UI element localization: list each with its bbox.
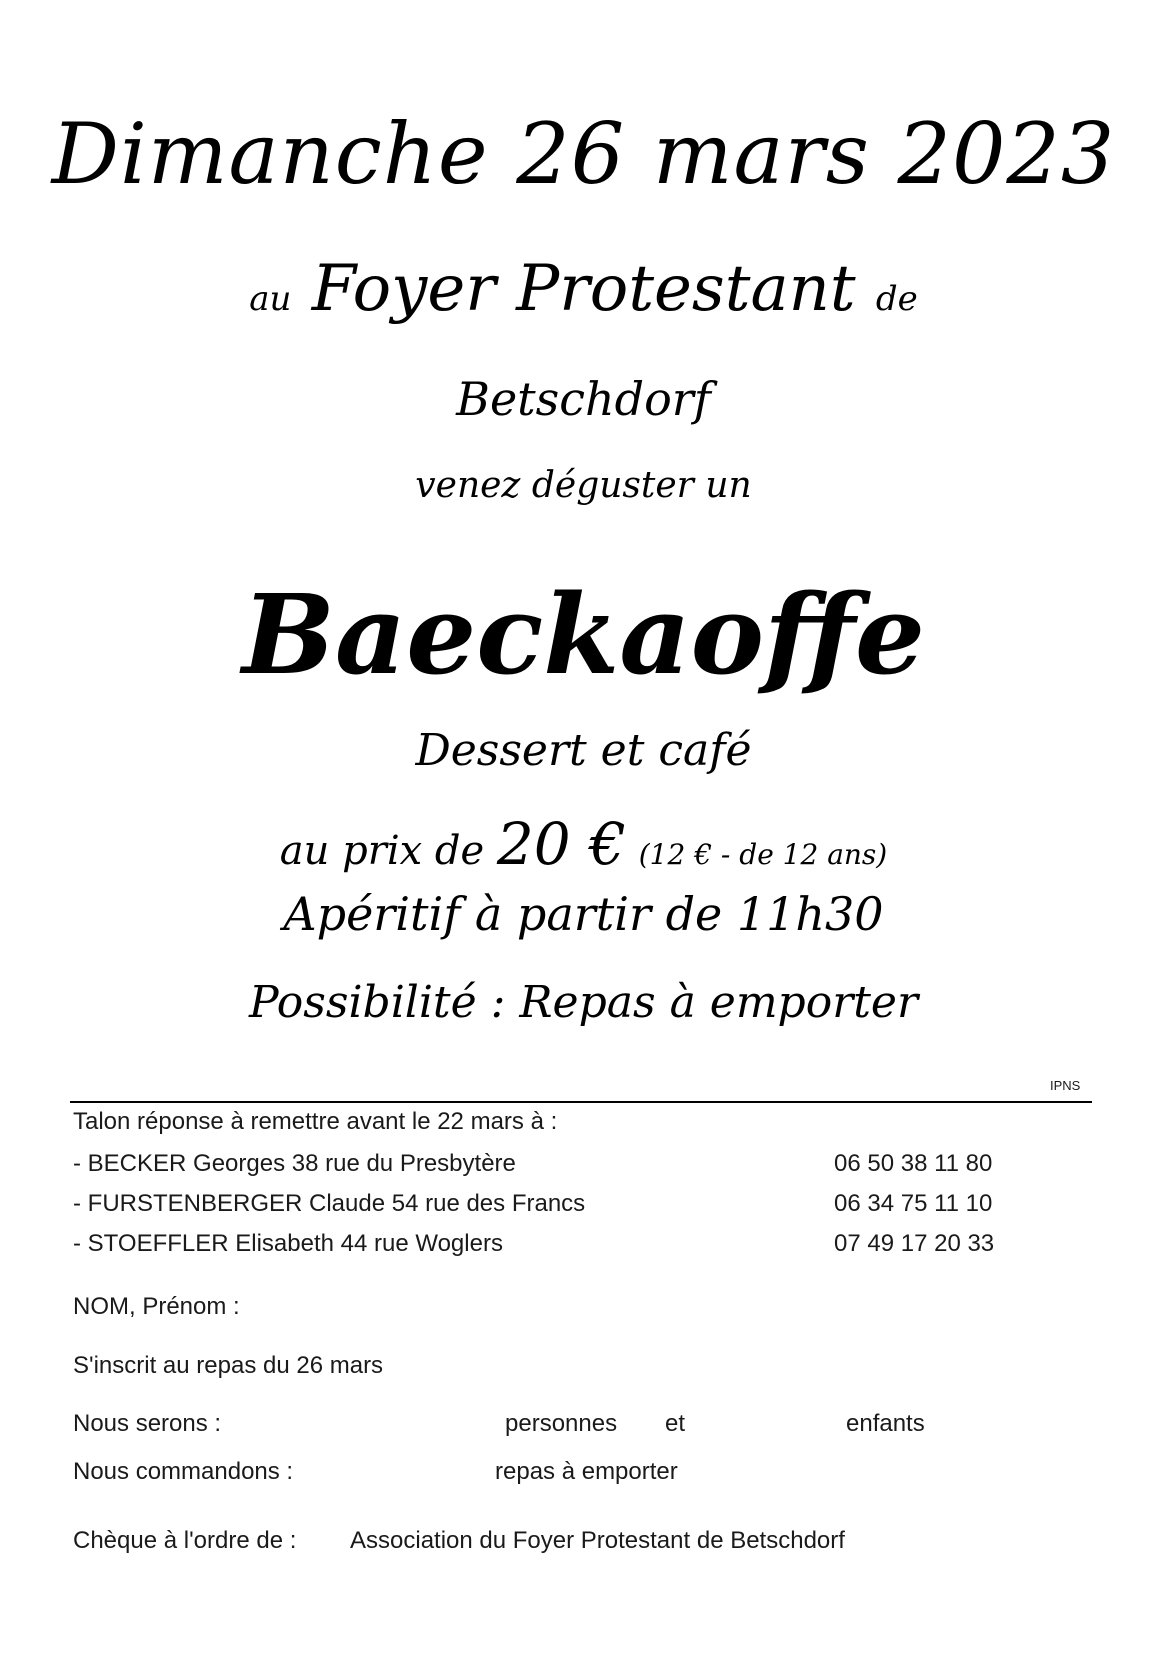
contact-name: - BECKER Georges 38 rue du Presbytère [73,1150,516,1177]
price-prefix: au prix de [279,828,485,874]
invite-text: venez déguster un [415,465,752,506]
persons-label: personnes [505,1410,618,1437]
venue-line [0,252,1167,326]
price-value: 20 € [496,810,627,878]
cheque-label: Chèque à l'ordre de : [73,1527,297,1554]
aperitif-time: Apéritif à partir de 11h30 [283,887,884,941]
contact-phone: 07 49 17 20 33 [834,1230,995,1257]
and-label: et [665,1410,686,1437]
children-label: enfants [846,1410,925,1437]
venue-suffix: de [875,279,918,319]
reply-slip-title: Talon réponse à remettre avant le 22 mars à : [73,1108,558,1135]
dish-name: Baeckaoffe [241,570,926,699]
cheque-payee: Association du Foyer Protestant de Betschdorf [350,1527,845,1554]
venue-name: Foyer Protestant [311,252,856,326]
ipns-mark: IPNS [1050,1078,1081,1093]
venue-prefix: au [249,279,292,319]
attendees-label: Nous serons : [73,1410,222,1437]
name-field-label: NOM, Prénom : [73,1293,240,1320]
cut-line-divider [70,1101,1092,1103]
signup-text: S'inscrit au repas du 26 mars [73,1352,384,1379]
takeaway-meals-label: repas à emporter [495,1458,678,1485]
event-date-heading: Dimanche 26 mars 2023 [51,105,1116,203]
contact-phone: 06 50 38 11 80 [834,1150,993,1177]
price-line [0,810,1167,878]
takeaway-option: Possibilité : Repas à emporter [248,977,918,1028]
dessert-text: Dessert et café [415,725,752,776]
contact-name: - FURSTENBERGER Claude 54 rue des Francs [73,1190,586,1217]
contact-name: - STOEFFLER Elisabeth 44 rue Woglers [73,1230,503,1257]
city-name: Betschdorf [456,372,711,426]
order-label: Nous commandons : [73,1458,294,1485]
contact-phone: 06 34 75 11 10 [834,1190,993,1217]
child-price: (12 € - de 12 ans) [638,838,888,871]
